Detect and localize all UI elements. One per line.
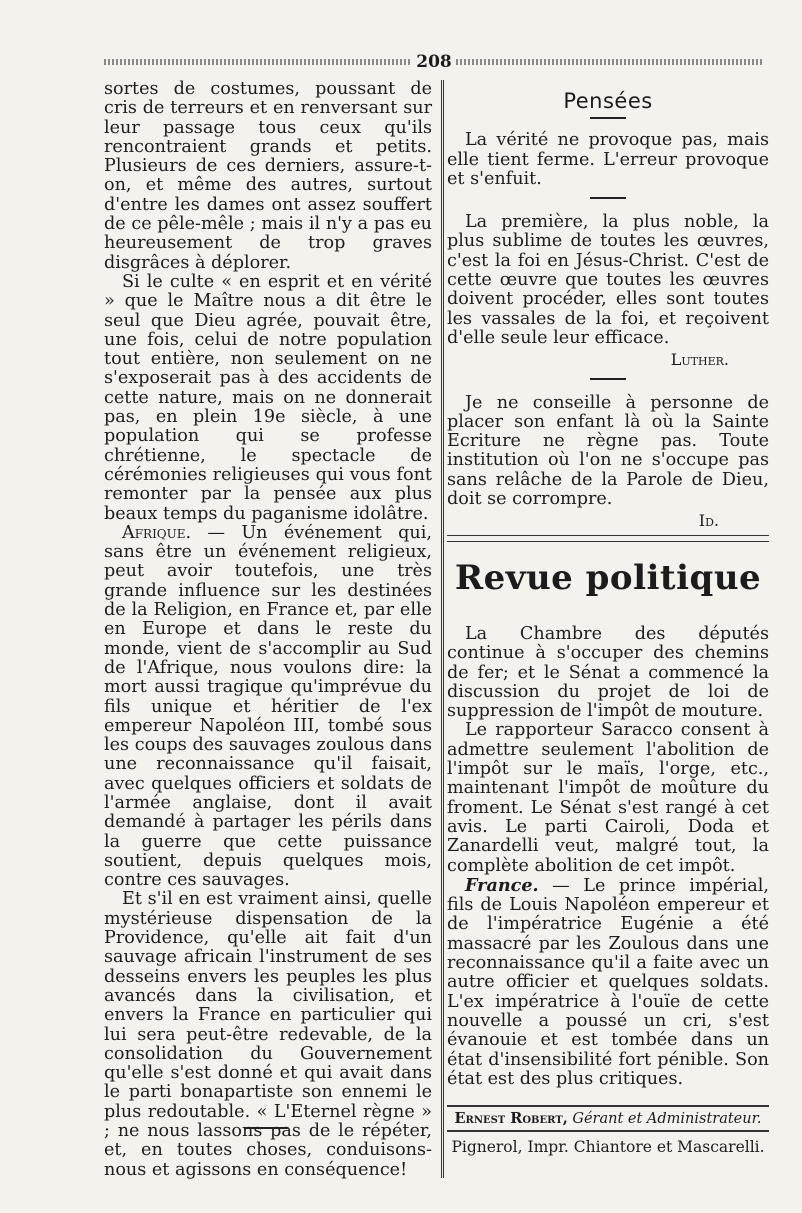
pensee-2: La première, la plus noble, la plus sublime de toutes les œuvres, c'est la foi en Jésus-Christ. C'est de cette œuvre que toutes les œuvres doivent procéder, elles sont toutes les vassales de la foi, et reçoivent d'elle seule leur efficace.	[447, 212, 769, 348]
left-column-end-rule	[244, 1127, 288, 1129]
printer-line: Pignerol, Impr. Chiantore et Mascarelli.	[447, 1130, 769, 1156]
page-number: 208	[416, 52, 452, 72]
pensee-signature-id: Id.	[698, 511, 719, 531]
left-paragraph-4: Et s'il en est vraiment ainsi, quelle mystérieuse dispensation de la Providence, qu'elle ait fait d'un sauvage africain l'instrument de ses desseins envers les peuples les plus avancés dans la civilisation, et envers la France en particulier qui lui sera peut-être redevable, de la consolidation du Gouvernement qu'elle s'est donné et qui avait dans le parti bonapartiste son ennemi le plus redoutable. « L'Eternel règne » ; ne nous lassons pas de le répéter, et, en toutes choses, conduisons-nous et agissons en conséquence!	[104, 889, 432, 1180]
pensee-1: La vérité ne provoque pas, mais elle tient ferme. L'erreur provoque et s'enfuit.	[447, 130, 769, 189]
gerant-title: Gérant et Administrateur.	[572, 1111, 762, 1127]
france-label: France.	[465, 874, 539, 896]
left-paragraph-3	[104, 524, 432, 891]
pensee-signature-luther: Luther.	[670, 350, 729, 370]
revue-paragraph-3	[447, 876, 769, 1089]
gerant-line	[447, 1105, 769, 1127]
section-double-rule	[447, 535, 769, 542]
left-paragraph-1: sortes de costumes, poussant de cris de terreurs et en renversant sur leur passage tous ceux qu'ils rencontraient grands et petits. Plusieurs de ces derniers, assure-t-on, et même des autres, surtout d'entre les dames ont assez souffert de ce pêle-mêle ; mais il n'y a pas eu heureusement de trop graves disgrâces à déplorer.	[104, 79, 432, 273]
revue-paragraph-1: La Chambre des députés continue à s'occuper des chemins de fer; et le Sénat a commencé la discussion du projet de loi de suppression de l'impôt de mouture.	[447, 624, 769, 722]
separator-dash	[590, 197, 626, 199]
left-column	[104, 80, 432, 1180]
pensee-3: Je ne conseille à personne de placer son enfant là où la Sainte Ecriture ne règne pas. Toute institution où l'on ne s'occupe pas sans relâche de la Parole de Dieu, doit se corrompre.	[447, 392, 769, 510]
pensees-section	[447, 80, 769, 531]
afrique-text: Un événement qui, sans être un événement religieux, peut avoir toutefois, une très grande influence sur les destinées de la Religion, en France et, par elle en Europe et dans le reste du monde, vient de s'accomplir au Sud de l'Afrique, nous voulons dire: la mort aussi tragique qu'imprévue du fils unique et héritier de l'ex empereur Napoléon III, tombé sous les coups des sauvages zoulous dans une reconnaissance qu'il faisait, avec quelques officiers et soldats de l'armée anglaise, dont il avait demandé à partager les périls dans la guerre que cette puissance soutient, depuis quelques mois, contre ces sauvages.	[104, 522, 432, 891]
left-paragraph-2: Si le culte « en esprit et en vérité » que le Maître nous a dit être le seul que Dieu agrée, pouvait être, une fois, celui de notre population tout entière, non seulement on ne s'exposerait pas à des accidents de cette nature, mais on ne donnerait pas, en plein 19e siècle, à une population qui se professe chrétienne, le spectacle de cérémonies religieuses qui vous font remonter par la pensée aux plus beaux temps du paganisme idolâtre.	[104, 271, 432, 524]
afrique-label: Afrique. —	[122, 522, 226, 543]
header-rule-left	[104, 59, 412, 65]
france-text: — Le prince impérial, fils de Louis Napoléon empereur et de l'impératrice Eugénie a été massacré par les Zoulous dans une reconnaissance qu'il a faite avec un autre officier et quelques soldats. L'ex impératrice à l'ouïe de cette nouvelle a poussé un cri, s'est évanouie et est tombée dans un état d'insensibilité fort pénible. Son état est des plus critiques.	[447, 875, 769, 1089]
revue-paragraph-2: Le rapporteur Saracco consent à admettre seulement l'abolition de l'impôt sur le maïs, l'orge, etc., maintenant l'impôt de moûture du froment. Le Sénat s'est rangé à cet avis. Le parti Cairoli, Doda et Zanardelli veut, malgré tout, la complète abolition de cet impôt.	[447, 720, 769, 876]
separator-dash	[590, 378, 626, 380]
header-rule-right	[456, 59, 764, 65]
page-header	[104, 50, 764, 74]
revue-politique-body	[447, 625, 769, 1089]
revue-politique-title: Revue politique	[454, 558, 762, 598]
pensees-title: Pensées	[563, 89, 653, 113]
separator-dash	[590, 117, 626, 119]
column-divider	[441, 80, 444, 1178]
gerant-name: Ernest Robert,	[454, 1110, 568, 1127]
